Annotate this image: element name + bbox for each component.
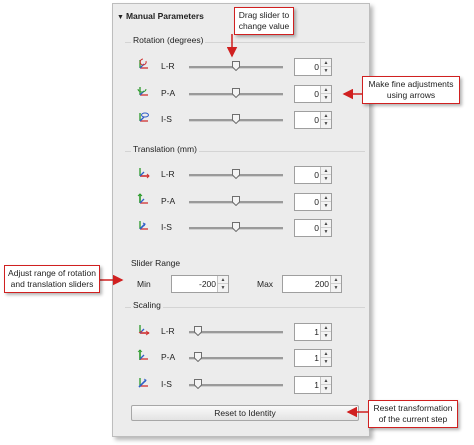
collapse-triangle-icon[interactable]: ▼ (117, 14, 124, 21)
translation-lr-value[interactable]: 0 (314, 170, 319, 180)
reset-callout: Reset transformation of the current step (368, 400, 458, 428)
spin-up-icon[interactable]: ▲ (321, 59, 331, 67)
spin-down-icon[interactable]: ▼ (220, 285, 226, 291)
spin-down-icon[interactable]: ▼ (323, 68, 329, 74)
scaling-is-label: I-S (161, 379, 172, 389)
translation-pa-label: P-A (161, 196, 176, 206)
translation-is-value[interactable]: 0 (314, 223, 319, 233)
translation-pa-value[interactable]: 0 (314, 197, 319, 207)
rotation-lr-label: L-R (161, 61, 175, 71)
translation-group-title: Translation (mm) (133, 144, 197, 154)
scaling-is-value[interactable]: 1 (314, 380, 319, 390)
spin-down-icon[interactable]: ▼ (323, 386, 329, 392)
translation-lr-label: L-R (161, 169, 175, 179)
slider-range-min-label: Min (137, 279, 151, 289)
rotation-pa-label: P-A (161, 88, 176, 98)
spin-up-icon[interactable]: ▲ (218, 276, 228, 284)
rotation-lr-value[interactable]: 0 (314, 62, 319, 72)
scaling-pa-value[interactable]: 1 (314, 353, 319, 363)
spin-up-icon[interactable]: ▲ (321, 350, 331, 358)
adjust-range-callout: Adjust range of rotation and translation sliders (4, 265, 100, 293)
scaling-lr-value[interactable]: 1 (314, 327, 319, 337)
spin-up-icon[interactable]: ▲ (331, 276, 341, 284)
spin-down-icon[interactable]: ▼ (333, 285, 339, 291)
fine-adjust-callout: Make fine adjustments using arrows (362, 76, 460, 104)
spin-down-icon[interactable]: ▼ (323, 229, 329, 235)
drag-slider-callout: Drag slider to change value (234, 7, 294, 35)
slider-range-max-label: Max (257, 279, 274, 289)
slider-range-max-value[interactable]: 200 (314, 279, 329, 289)
spin-down-icon[interactable]: ▼ (323, 176, 329, 182)
spin-up-icon[interactable]: ▲ (321, 220, 331, 228)
manual-parameters-title: Manual Parameters (125, 11, 204, 21)
rotation-group-title: Rotation (degrees) (133, 35, 204, 45)
scaling-pa-label: P-A (161, 352, 176, 362)
rotation-is-label: I-S (161, 114, 172, 124)
scaling-lr-label: L-R (161, 326, 175, 336)
rotation-is-value[interactable]: 0 (314, 115, 319, 125)
spin-up-icon[interactable]: ▲ (321, 86, 331, 94)
scaling-group-title: Scaling (133, 300, 161, 310)
spin-down-icon[interactable]: ▼ (323, 333, 329, 339)
translation-is-label: I-S (161, 222, 172, 232)
spin-down-icon[interactable]: ▼ (323, 95, 329, 101)
spin-down-icon[interactable]: ▼ (323, 203, 329, 209)
spin-up-icon[interactable]: ▲ (321, 377, 331, 385)
spin-up-icon[interactable]: ▲ (321, 194, 331, 202)
spin-up-icon[interactable]: ▲ (321, 112, 331, 120)
reset-to-identity-button[interactable]: Reset to Identity (131, 405, 359, 421)
spin-up-icon[interactable]: ▲ (321, 324, 331, 332)
rotation-pa-value[interactable]: 0 (314, 89, 319, 99)
slider-range-title: Slider Range (131, 258, 181, 268)
spin-down-icon[interactable]: ▼ (323, 121, 329, 127)
slider-range-min-value[interactable]: -200 (198, 279, 216, 289)
spin-up-icon[interactable]: ▲ (321, 167, 331, 175)
spin-down-icon[interactable]: ▼ (323, 359, 329, 365)
